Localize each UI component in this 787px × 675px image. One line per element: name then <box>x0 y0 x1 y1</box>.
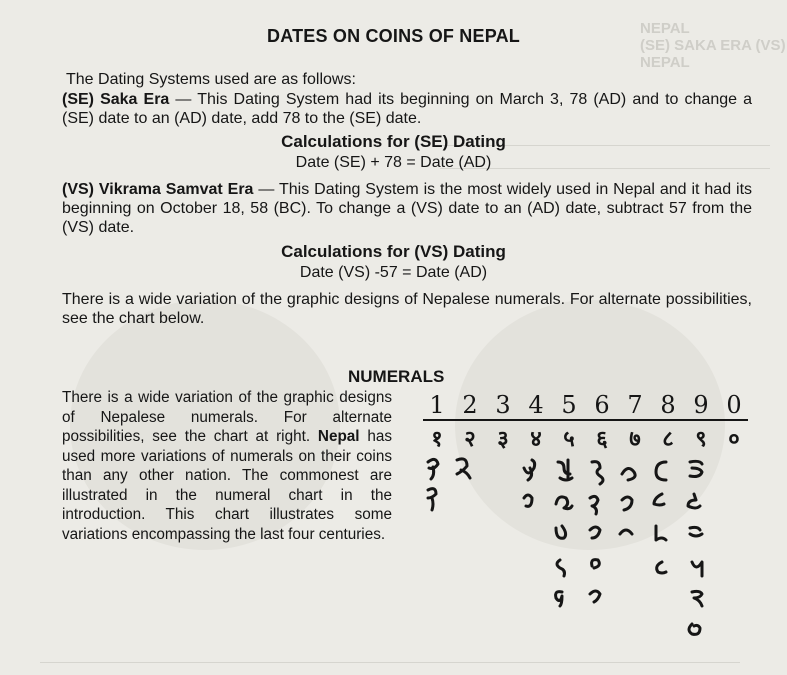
ghost-line: NEPAL <box>640 20 690 37</box>
numeral-row1-6: ६ <box>596 426 608 452</box>
variant-9d <box>692 562 702 576</box>
header-8: 8 <box>660 391 676 419</box>
header-7: 7 <box>627 391 643 419</box>
variant-5d <box>557 560 565 576</box>
variant-5a <box>558 460 572 480</box>
variant-8d <box>657 562 666 573</box>
variant-9a <box>690 461 702 476</box>
numeral-row1-1: १ <box>431 426 443 452</box>
numeral-row1-0: ० <box>728 426 740 452</box>
header-4: 4 <box>528 391 544 419</box>
header-0: 0 <box>726 391 742 419</box>
variant-6c <box>590 496 598 514</box>
header-9: 9 <box>693 391 709 419</box>
vs-text: — This Dating System is the most widely used in Nepal and it had its beginning on October 18, 58 (BC). To change a (VS) date to an (AD) date, subtract 57 from the (VS) date. <box>62 181 753 236</box>
variant-4a <box>524 460 535 480</box>
numeral-row1-3: ३ <box>497 426 509 452</box>
header-3: 3 <box>495 391 511 419</box>
vs-label: (VS) Vikrama Samvat Era <box>62 181 254 198</box>
variant-7c <box>620 530 632 534</box>
page-title: DATES ON COINS OF NEPAL <box>267 26 520 46</box>
header-2: 2 <box>462 391 478 419</box>
variant-7a <box>622 468 635 480</box>
numerals-title: NUMERALS <box>348 367 445 386</box>
variant-8b <box>654 494 664 505</box>
variant-9e <box>692 591 702 606</box>
variant-5e <box>556 592 562 606</box>
variant-6b <box>556 497 572 509</box>
se-label: (SE) Saka Era <box>62 91 170 108</box>
variation-note: There is a wide variation of the graphic designs of Nepalese numerals. For alternate possibilities, see the chart below. <box>62 291 752 327</box>
variant-6f <box>590 591 600 602</box>
numerals-para-bold: Nepal <box>317 428 360 445</box>
numerals-para-start: There is a wide variation of the graphic designs of Nepalese numerals. For alternate possibilities, see the chart at right. <box>62 389 392 445</box>
variant-9c <box>690 527 702 536</box>
variant-6e <box>592 560 600 568</box>
numeral-row1-9: ९ <box>695 426 707 452</box>
ghost-line: NEPAL <box>640 54 690 71</box>
variant-8a <box>656 462 666 480</box>
variant-9f <box>689 624 700 634</box>
variant-8c <box>656 526 666 540</box>
variant-9b <box>688 494 700 508</box>
numeral-row1-2: २ <box>464 426 476 452</box>
variant-1a <box>428 459 438 479</box>
variant-6d <box>590 527 600 538</box>
variant-5c <box>556 526 566 538</box>
vs-formula: Date (VS) -57 = Date (AD) <box>299 264 488 281</box>
variant-5b <box>524 495 532 506</box>
header-1: 1 <box>429 391 445 419</box>
numeral-row1-4: ४ <box>530 426 542 452</box>
numerals-para-end: has used more variations of numerals on their coins than any other nation. The commonest are illustrated in the numeral chart in the introduction. This chart illustrates some variations encompassing the last four centuries. <box>62 428 392 543</box>
se-calc-title: Calculations for (SE) Dating <box>281 132 506 151</box>
numeral-row1-8: ८ <box>662 426 674 452</box>
ghost-line: (SE) SAKA ERA (VS) <box>640 37 786 54</box>
variant-7b <box>622 497 632 510</box>
vs-calc-title: Calculations for (VS) Dating <box>281 242 506 261</box>
variant-2a <box>457 459 470 478</box>
numeral-row1-7: ७ <box>629 426 641 452</box>
header-5: 5 <box>561 391 577 419</box>
variant-6a <box>592 462 603 484</box>
header-6: 6 <box>594 391 610 419</box>
numeral-row1-5: ५ <box>563 426 575 452</box>
se-formula: Date (SE) + 78 = Date (AD) <box>295 154 492 171</box>
variant-1b <box>428 489 436 510</box>
se-text: — This Dating System had its beginning on March 3, 78 (AD) and to change a (SE) date to an (AD) date, add 78 to the (SE) date. <box>62 91 753 127</box>
intro-text: The Dating Systems used are as follows: <box>66 71 356 88</box>
